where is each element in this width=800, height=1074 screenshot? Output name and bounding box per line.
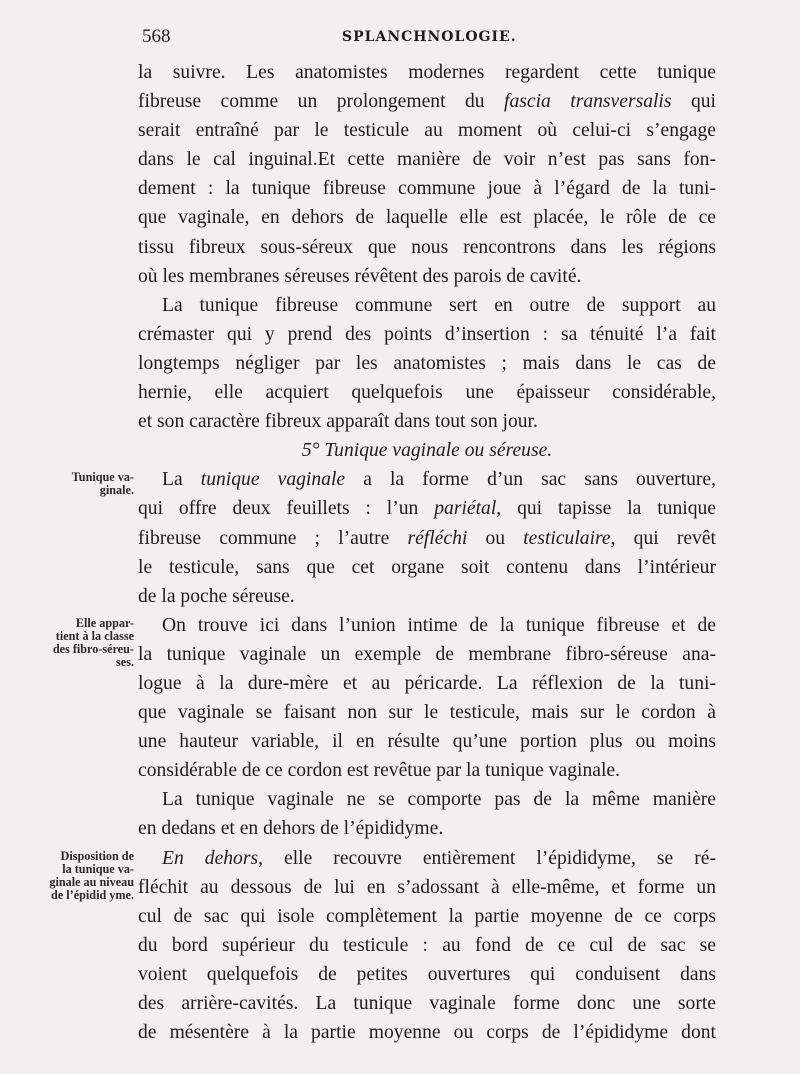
text-line (138, 174, 716, 203)
text-run: , qui revêt (610, 527, 716, 549)
text-run: fléchit au dessous de lui en s’adossant à elle-même, et forme un (138, 876, 716, 898)
text-run: longtemps négliger par les anatomistes ; mais dans le cas de (138, 352, 716, 374)
margin-note (22, 471, 134, 497)
text-run: de la poche séreuse. (138, 585, 295, 607)
text-run: logue à la dure-mère et au péricarde. La réflexion de la tuni- (138, 672, 716, 694)
text-line (138, 233, 716, 262)
text-run: voient quelquefois de petites ouvertures qui conduisent dans (138, 963, 716, 985)
text-line (138, 407, 716, 436)
margin-note-line: ses. (116, 654, 134, 669)
text-run: tissu fibreux sous-séreux que nous rencontrons dans les régions (138, 236, 716, 258)
text-run: la suivre. Les anatomistes modernes regardent cette tunique (138, 62, 716, 83)
text-line (138, 262, 716, 291)
body-text (138, 58, 716, 1047)
page-number: 568 (142, 26, 171, 47)
text-run: considérable de ce cordon est revêtue par la tunique vaginale. (138, 760, 621, 782)
text-line (138, 116, 716, 145)
text-run: la tunique vaginale un exemple de membrane fibro-séreuse ana- (138, 643, 716, 665)
text-line (138, 814, 716, 843)
text-run: qui (671, 91, 716, 113)
text-run: hernie, elle acquiert quelquefois une épaisseur considérable, (138, 382, 716, 404)
text-line (138, 1018, 716, 1047)
text-line (138, 989, 716, 1018)
text-line (138, 524, 716, 553)
margin-note-line: des fibro-séreu- (52, 641, 134, 656)
text-line (138, 611, 716, 640)
margin-note-line: tient à la classe (55, 628, 134, 643)
text-line (138, 291, 716, 320)
italic-term: réfléchi (407, 527, 468, 549)
italic-term: fascia transversalis (504, 91, 672, 113)
text-line (138, 553, 716, 582)
text-line (138, 494, 716, 523)
text-run: fibreuse commune ; l’autre (138, 527, 408, 549)
text-run: qui offre deux feuillets : l’un (138, 498, 435, 520)
text-line (138, 320, 716, 349)
text-line (138, 931, 716, 960)
margin-note-line: Elle appar- (75, 615, 134, 630)
text-run: , qui tapisse la tunique (496, 498, 716, 520)
margin-note-line: Tunique va- (71, 470, 134, 485)
text-run: La tunique vaginale ne se comporte pas de la même manière (162, 789, 716, 811)
margin-note-line: Disposition de (60, 848, 134, 863)
text-line (138, 58, 716, 87)
text-run: où les membranes séreuses révêtent des parois de cavité. (138, 265, 582, 287)
italic-term: pariétal (434, 498, 497, 520)
text-line (138, 727, 716, 756)
text-line (138, 145, 716, 174)
text-run: de mésentère à la partie moyenne ou corps de l’épididyme dont (138, 1022, 716, 1044)
text-run: La tunique fibreuse commune sert en outre de support au (162, 294, 716, 316)
text-run: dans le cal inguinal.Et cette manière de voir n’est pas sans fon- (138, 149, 716, 171)
text-line (138, 960, 716, 989)
text-run: le testicule, sans que cet organe soit contenu dans l’intérieur (138, 556, 716, 578)
text-run: a la forme d’un sac sans ouverture, (345, 469, 717, 491)
text-line (138, 873, 716, 902)
margin-note-line: ginale au niveau (49, 874, 134, 889)
text-line (138, 640, 716, 669)
page-header (142, 26, 712, 56)
margin-note (22, 617, 134, 669)
running-title: SPLANCHNOLOGIE. (342, 29, 517, 45)
margin-notes (0, 0, 136, 1074)
italic-term: En dehors (162, 847, 259, 869)
text-run: fibreuse comme un prolongement du (138, 91, 505, 113)
text-line (138, 669, 716, 698)
text-line (138, 349, 716, 378)
text-line (138, 698, 716, 727)
margin-note-line: la tunique va- (62, 861, 134, 876)
text-run: que vaginale, en dehors de laquelle elle est placée, le rôle de ce (138, 207, 716, 229)
text-line (138, 902, 716, 931)
text-line (138, 756, 716, 785)
text-run: La (162, 469, 201, 491)
text-line (138, 582, 716, 611)
text-run: et son caractère fibreux apparaît dans tout son jour. (138, 411, 538, 433)
show-through-mark (60, 96, 136, 156)
text-line (138, 465, 716, 494)
margin-note (22, 850, 134, 902)
text-run: dement : la tunique fibreuse commune joue à l’égard de la tuni- (138, 178, 716, 200)
text-run: en dedans et en dehors de l’épididyme. (138, 818, 444, 840)
text-line (138, 378, 716, 407)
margin-note-line: de l’épidid yme. (51, 887, 134, 902)
text-run: 5° Tunique vaginale ou séreuse. (301, 440, 553, 462)
text-run: du bord supérieur du testicule : au fond de ce cul de sac se (138, 934, 716, 956)
text-run: , elle recouvre entièrement l’épididyme, se ré- (258, 847, 716, 869)
italic-term: tunique vaginale (200, 469, 346, 491)
text-run: une hauteur variable, il en résulte qu’une portion plus ou moins (138, 731, 716, 753)
text-line (138, 785, 716, 814)
text-run: serait entraîné par le testicule au moment où celui-ci s’engage (138, 120, 716, 142)
text-run: On trouve ici dans l’union intime de la tunique fibreuse et de (162, 614, 716, 636)
text-run: ou (467, 527, 524, 549)
text-line (138, 87, 716, 116)
italic-term: testiculaire (523, 527, 611, 549)
text-line (138, 844, 716, 873)
text-run: crémaster qui y prend des points d’insertion : sa ténuité l’a fait (138, 323, 716, 345)
text-run: que vaginale se faisant non sur le testicule, mais sur le cordon à (138, 702, 716, 724)
margin-note-line: ginale. (99, 483, 134, 498)
section-heading (138, 436, 716, 465)
text-run: des arrière-cavités. La tunique vaginale forme donc une sorte (138, 993, 716, 1014)
text-line (138, 203, 716, 232)
text-run: cul de sac qui isole complètement la partie moyenne de ce corps (138, 905, 716, 927)
